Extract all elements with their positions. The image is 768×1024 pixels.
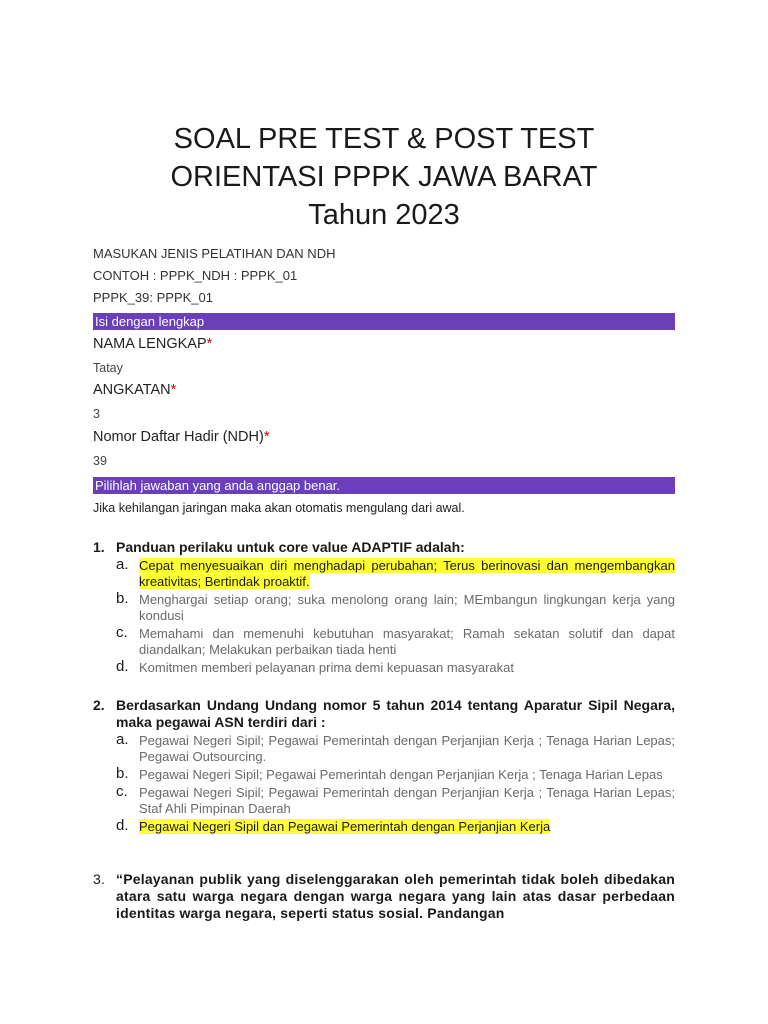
field-label-text: ANGKATAN [93, 382, 171, 398]
required-asterisk: * [206, 336, 213, 352]
intro-instructions [93, 246, 335, 312]
title-line-3: Tahun 2023 [308, 199, 460, 231]
option-text: Menghargai setiap orang; suka menolong orang lain; MEmbangun lingkungan kerja yang kondusi [139, 592, 675, 623]
question-text [93, 871, 675, 922]
question-number: 2. [93, 697, 105, 713]
field-label-angkatan [93, 382, 176, 398]
option-letter: d. [116, 658, 129, 675]
option-d[interactable] [93, 819, 675, 835]
document-title [93, 120, 675, 234]
option-b[interactable] [93, 767, 675, 783]
section-header-identity: Isi dengan lengkap [93, 313, 675, 330]
field-value-nama-lengkap: Tatay [93, 361, 123, 375]
option-letter: c. [116, 783, 128, 800]
option-letter: b. [116, 590, 129, 607]
option-letter: c. [116, 624, 128, 641]
field-label-nama-lengkap [93, 336, 212, 352]
option-c[interactable] [93, 785, 675, 817]
intro-line-1: MASUKAN JENIS PELATIHAN DAN NDH [93, 246, 336, 261]
option-letter: d. [116, 817, 129, 834]
option-letter: a. [116, 556, 129, 573]
required-asterisk: * [263, 429, 270, 445]
title-line-1: SOAL PRE TEST & POST TEST [173, 123, 595, 155]
option-letter: a. [116, 731, 129, 748]
option-c[interactable] [93, 626, 675, 658]
option-text: Pegawai Negeri Sipil; Pegawai Pemerintah dengan Perjanjian Kerja ; Tenaga Harian Lepas [139, 767, 663, 782]
required-asterisk: * [170, 382, 177, 398]
option-text: Komitmen memberi pelayanan prima demi kepuasan masyarakat [139, 660, 515, 675]
intro-line-2: CONTOH : PPPK_NDH : PPPK_01 [93, 268, 298, 283]
option-text: Pegawai Negeri Sipil; Pegawai Pemerintah dengan Perjanjian Kerja ; Tenaga Harian Lepas; Pegawai Outsourcing. [139, 733, 675, 764]
option-text: Pegawai Negeri Sipil; Pegawai Pemerintah dengan Perjanjian Kerja ; Tenaga Harian Lepas; Staf Ahli Pimpinan Daerah [139, 785, 675, 816]
field-value-angkatan: 3 [93, 407, 100, 421]
option-text: Pegawai Negeri Sipil dan Pegawai Pemerintah dengan Perjanjian Kerja [139, 819, 551, 834]
field-label-text: Nomor Daftar Hadir (NDH) [93, 429, 264, 445]
field-label-text: NAMA LENGKAP [93, 336, 207, 352]
question-number: 3. [93, 871, 106, 887]
option-a[interactable] [93, 558, 675, 590]
question-stem: Panduan perilaku untuk core value ADAPTIF adalah: [116, 539, 465, 555]
option-list [93, 733, 675, 835]
option-list [93, 558, 675, 676]
question-2 [93, 697, 675, 837]
question-text [93, 697, 675, 731]
option-d[interactable] [93, 660, 675, 676]
field-label-ndh [93, 429, 269, 445]
option-b[interactable] [93, 592, 675, 624]
question-number: 1. [93, 539, 105, 555]
question-stem: “Pelayanan publik yang diselenggarakan oleh pemerintah tidak boleh dibedakan atara satu warga negara dengan warga negara yang lain atas dasar perbedaan identitas warga negara, seperti status sosial. Pandangan [116, 871, 675, 921]
option-text: Memahami dan memenuhi kebutuhan masyarakat; Ramah sekatan solutif dan dapat diandalkan; Melakukan perbaikan tiada henti [139, 626, 675, 657]
option-text: Cepat menyesuaikan diri menghadapi perubahan; Terus berinovasi dan mengembangkan kreativitas; Bertindak proaktif. [139, 558, 675, 589]
question-1 [93, 539, 675, 678]
field-value-ndh: 39 [93, 454, 107, 468]
question-3 [93, 871, 675, 922]
title-line-2: ORIENTASI PPPK JAWA BARAT [170, 161, 598, 193]
option-a[interactable] [93, 733, 675, 765]
intro-line-3: PPPK_39: PPPK_01 [93, 290, 213, 305]
question-text [93, 539, 675, 556]
option-letter: b. [116, 765, 129, 782]
section-header-questions: Pilihlah jawaban yang anda anggap benar. [93, 477, 675, 494]
question-stem: Berdasarkan Undang Undang nomor 5 tahun 2014 tentang Aparatur Sipil Negara, maka pegawai ASN terdiri dari : [116, 697, 675, 730]
reconnect-note: Jika kehilangan jaringan maka akan otomatis mengulang dari awal. [93, 501, 465, 515]
